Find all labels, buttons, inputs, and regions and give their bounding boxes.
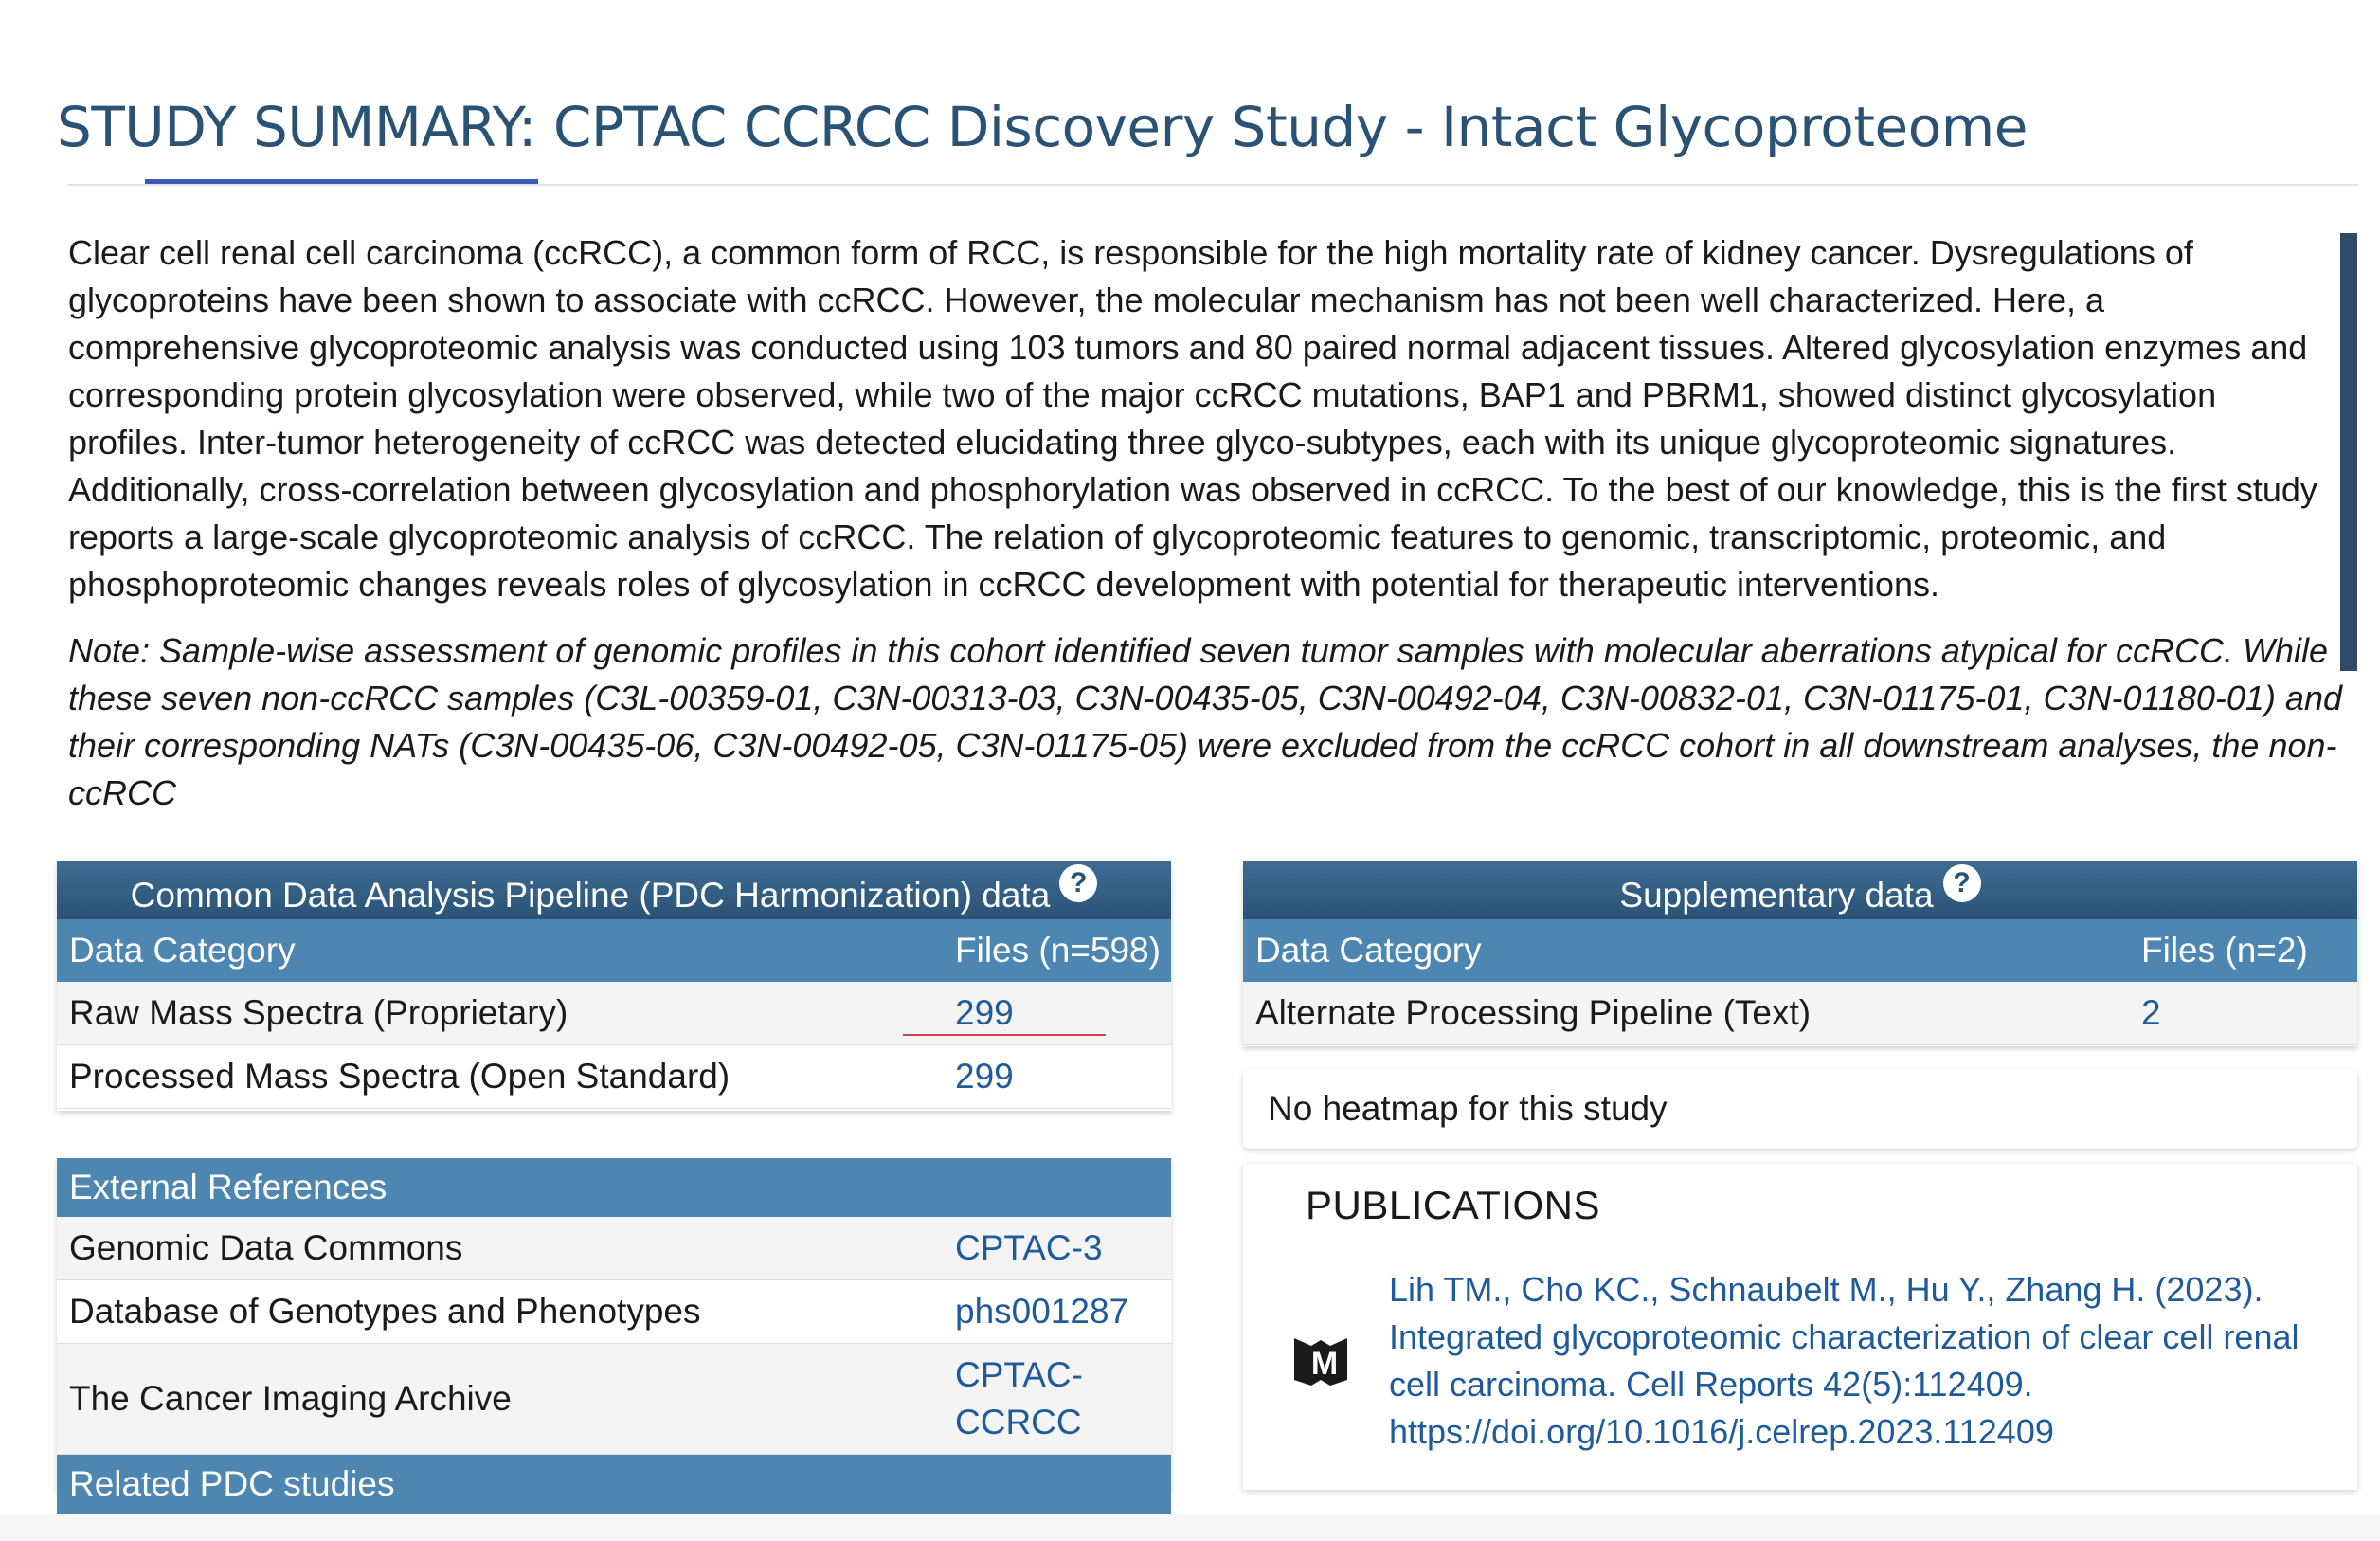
table-row	[57, 1045, 1171, 1109]
supplementary-panel-title	[1243, 861, 2357, 919]
bottom-strip	[0, 1514, 2380, 1541]
external-references-header	[57, 1158, 1171, 1217]
title-divider	[68, 184, 2359, 186]
reference-link[interactable]	[955, 1351, 1083, 1446]
publications-panel	[1243, 1164, 2357, 1490]
reference-name: The Cancer Imaging Archive	[69, 1379, 512, 1418]
summary-note: Note: Sample-wise assessment of genomic profiles in this cohort identified seven tumor samples with molecular aberrations atypical for ccRCC. While these seven non-ccRCC samples (C3L-00359-01, C3N-00313-03, C3N-00435-05, C3N-00492-04, C3N-00832-01, C3N-01175-01, C3N-01180-01) and their corresponding NATs (C3N-00435-06, C3N-00492-05, C3N-01175-05) were excluded from the ccRCC cohort in all downstream analyses, the non-ccRCC	[68, 631, 2342, 812]
supplementary-panel-title-text: Supplementary data	[1619, 876, 1934, 915]
cdap-data-panel	[57, 861, 1171, 1111]
cdap-panel-title-text: Common Data Analysis Pipeline (PDC Harmonization) data	[130, 876, 1051, 915]
page-title: STUDY SUMMARY: CPTAC CCRCC Discovery Study - Intact Glycoproteome	[57, 95, 2028, 159]
reference-name: Genomic Data Commons	[69, 1228, 463, 1267]
citation-line-2: Integrated glycoproteomic characterization of clear cell renal	[1389, 1317, 2299, 1356]
summary-paragraph: Clear cell renal cell carcinoma (ccRCC), a common form of RCC, is responsible for the high mortality rate of kidney cancer. Dysregulations of glycoproteins have been shown to associate with ccRCC. However, the molecular mechanism has not been well characterized. Here, a comprehensive glycoproteomic analysis was conducted using 103 tumors and 80 paired normal adjacent tissues. Altered glycosylation enzymes and corresponding protein glycosylation were observed, while two of the major ccRCC mutations, BAP1 and PBRM1, showed distinct glycosylation profiles. Inter-tumor heterogeneity of ccRCC was detected elucidating three glyco-subtypes, each with its unique glycoproteomic signatures. Additionally, cross-correlation between glycosylation and phosphorylation was observed in ccRCC. To the best of our knowledge, this is the first study reports a large-scale glycoproteomic analysis of ccRCC. The relation of glycoproteomic features to genomic, transcriptomic, proteomic, and phosphoproteomic changes reveals roles of glycosylation in ccRCC development with potential for therapeutic interventions.	[68, 233, 2317, 604]
citation-line-4: https://doi.org/10.1016/j.celrep.2023.112409	[1389, 1412, 2054, 1451]
cdap-panel-title	[57, 861, 1171, 919]
citation-line-1: Lih TM., Cho KC., Schnaubelt M., Hu Y., Zhang H. (2023).	[1389, 1270, 2263, 1309]
title-accent-underline	[145, 179, 538, 184]
help-icon[interactable]: ?	[1943, 864, 1981, 902]
col-header-files[interactable]: Files (n=2)	[2141, 931, 2308, 970]
external-references-panel	[57, 1158, 1171, 1503]
reference-link-line-1: CPTAC-	[955, 1355, 1083, 1394]
table-row	[57, 1217, 1171, 1280]
mendeley-icon[interactable]	[1290, 1333, 1351, 1392]
supplementary-data-panel	[1243, 861, 2357, 1046]
reference-link[interactable]: phs001287	[955, 1292, 1129, 1331]
col-header-data-category[interactable]: Data Category	[1255, 931, 1482, 970]
supplementary-table-header	[1243, 919, 2357, 982]
heatmap-message: No heatmap for this study	[1268, 1089, 1668, 1128]
external-references-title: External References	[69, 1168, 388, 1206]
summary-scrollbar[interactable]	[2340, 233, 2357, 671]
data-category-label: Raw Mass Spectra (Proprietary)	[69, 993, 568, 1032]
cdap-table-header	[57, 919, 1171, 982]
reference-link[interactable]: CPTAC-3	[955, 1228, 1103, 1267]
files-count-link[interactable]: 299	[955, 1057, 1014, 1096]
table-row	[57, 1344, 1171, 1455]
files-count-link[interactable]: 2	[2141, 993, 2161, 1032]
link-underline-marker	[903, 1034, 1106, 1036]
col-header-files[interactable]: Files (n=598)	[955, 931, 1161, 970]
svg-text:M: M	[1310, 1346, 1339, 1382]
study-summary-text	[68, 229, 2342, 812]
data-category-label: Alternate Processing Pipeline (Text)	[1255, 993, 1812, 1032]
files-count-link[interactable]: 299	[955, 993, 1014, 1032]
table-row	[57, 1280, 1171, 1344]
related-studies-header	[57, 1455, 1171, 1514]
table-row	[1243, 982, 2357, 1045]
reference-link-line-2: CCRCC	[955, 1403, 1082, 1441]
related-studies-title: Related PDC studies	[69, 1464, 395, 1503]
citation-line-3: cell carcinoma. Cell Reports 42(5):112409.	[1389, 1365, 2033, 1404]
heatmap-message-box	[1243, 1069, 2357, 1149]
reference-name: Database of Genotypes and Phenotypes	[69, 1292, 701, 1331]
publication-citation-link[interactable]	[1389, 1266, 2336, 1456]
data-category-label: Processed Mass Spectra (Open Standard)	[69, 1057, 730, 1096]
col-header-data-category[interactable]: Data Category	[69, 931, 296, 970]
publications-heading: PUBLICATIONS	[1306, 1183, 1600, 1227]
help-icon[interactable]: ?	[1059, 864, 1097, 902]
